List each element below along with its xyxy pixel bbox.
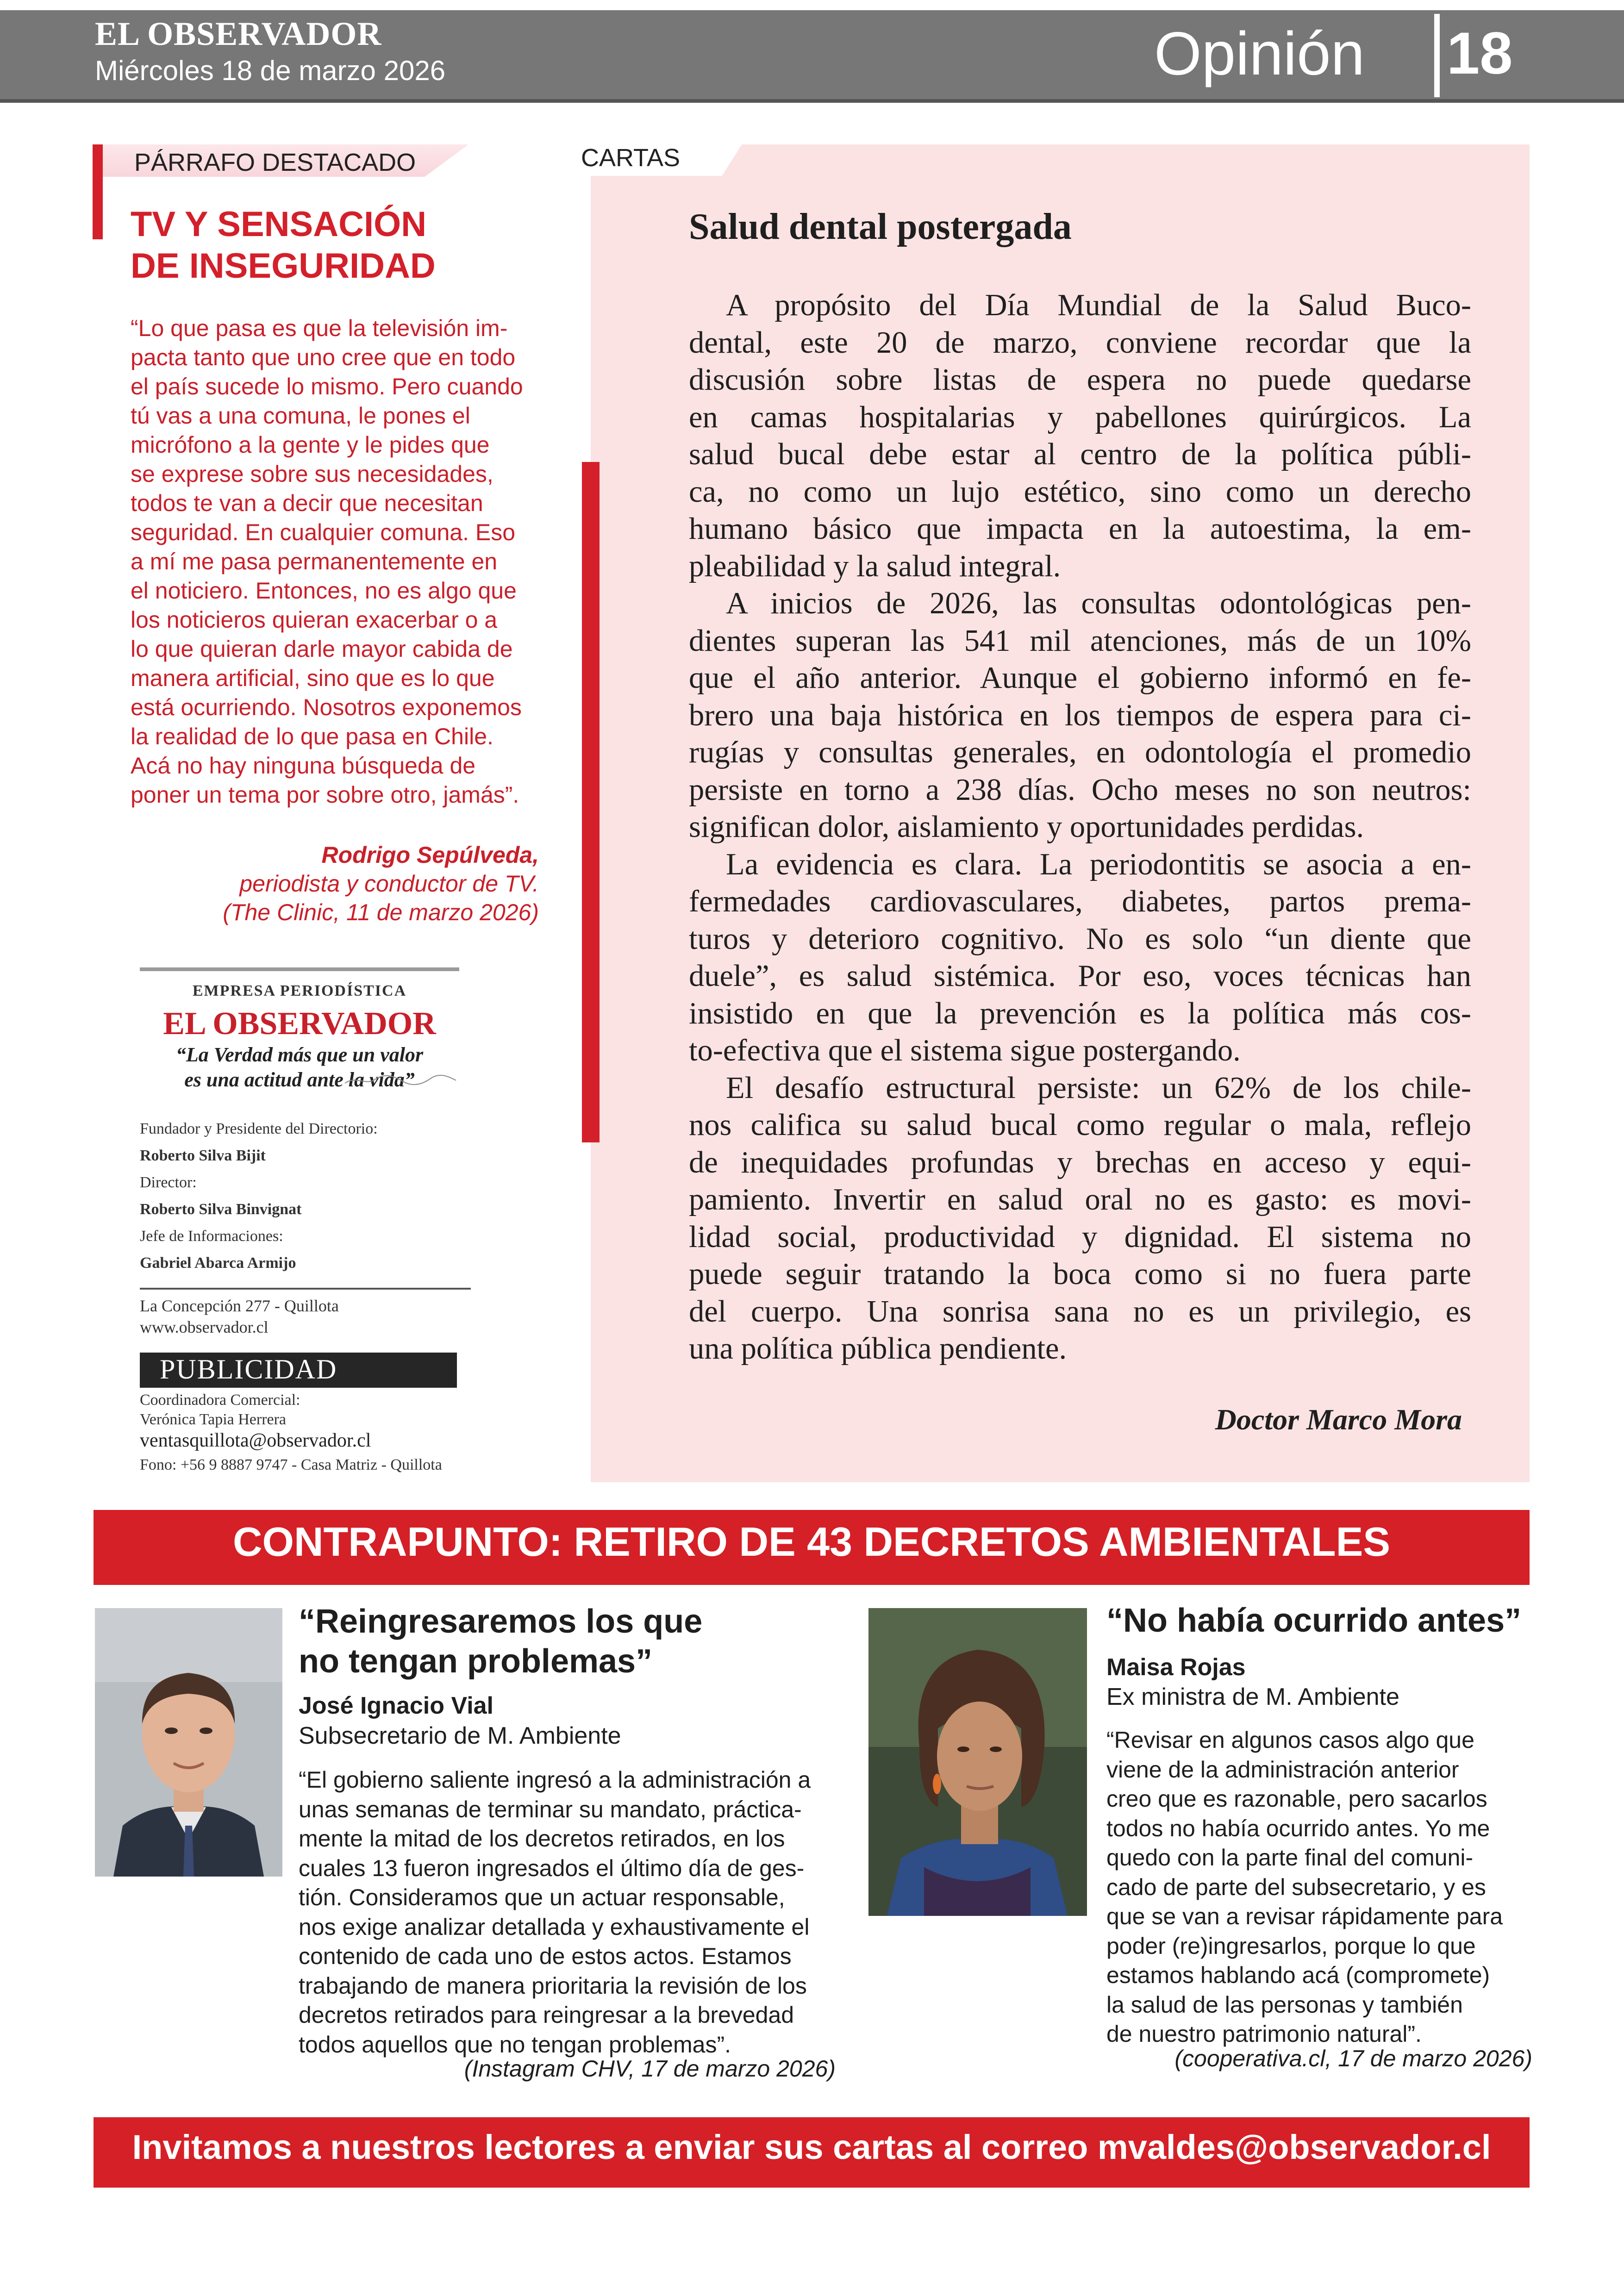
quote-line: se exprese sobre sus necesidades, — [131, 461, 493, 487]
quote-line: a mí me pasa permanentemente en — [131, 549, 498, 574]
letter-line: del cuerpo. Una sonrisa sana no es un privilegio, es — [689, 1294, 1471, 1328]
motto-line: es una actitud ante la vida” — [184, 1068, 415, 1091]
quote-line: seguridad. En cualquier comuna. Eso — [131, 519, 516, 545]
letter-line: dental, este 20 de marzo, conviene recordar que la — [689, 325, 1471, 360]
letter-line: que el año anterior. Aunque el gobierno informó en fe- — [689, 661, 1471, 695]
letter-line: A inicios de 2026, las consultas odontológicas pen- — [726, 586, 1471, 620]
letter-line: lidad social, productividad y dignidad. El sistema no — [689, 1220, 1471, 1254]
website: www.observador.cl — [140, 1318, 269, 1336]
letter-line: brero una baja histórica en los tiempos de espera para ci- — [689, 698, 1471, 732]
rojas-role: Ex ministra de M. Ambiente — [1106, 1684, 1399, 1710]
contrapunto-title: CONTRAPUNTO: RETIRO DE 43 DECRETOS AMBIENTALES — [232, 1519, 1391, 1565]
address: La Concepción 277 - Quillota — [140, 1297, 339, 1315]
quote-line: la realidad de lo que pasa en Chile. — [131, 723, 493, 749]
quote-line: la salud de las personas y también — [1106, 1991, 1463, 2018]
letters-label: CARTAS — [581, 144, 681, 172]
letter-title: Salud dental postergada — [689, 206, 1072, 247]
vial-role: Subsecretario de M. Ambiente — [299, 1722, 621, 1749]
quote-line: mente la mitad de los decretos retirados, en los — [299, 1826, 785, 1852]
letters-invite-text: Invitamos a nuestros lectores a enviar sus cartas al correo mvaldes@observador.cl — [132, 2128, 1491, 2166]
featured-label: PÁRRAFO DESTACADO — [134, 149, 416, 176]
quote-line: estamos hablando acá (compromete) — [1106, 1962, 1490, 1988]
letter-line: La evidencia es clara. La periodontitis se asocia a en- — [726, 847, 1471, 881]
headline-line: “Reingresaremos los que — [299, 1603, 703, 1640]
letter-line: turos y deterioro cognitivo. No es solo “un diente que — [689, 922, 1471, 956]
quote-author-role: periodista y conductor de TV. — [239, 871, 539, 897]
quote-line: nos exige analizar detallada y exhaustivamente el — [299, 1914, 810, 1940]
letter-line: puede seguir tratando la boca como si no fuera parte — [689, 1257, 1471, 1291]
letter-line: humano básico que impacta en la autoestima, la em- — [689, 512, 1471, 546]
quote-line: tión. Consideramos que un actuar responsable, — [299, 1884, 785, 1910]
portrait-jose-ignacio-vial — [95, 1608, 282, 1877]
letter-line: fermedades cardiovasculares, diabetes, partos prema- — [689, 885, 1471, 918]
quote-line: que se van a revisar rápidamente para — [1106, 1903, 1503, 1929]
quote-line: trabajando de manera prioritaria la revisión de los — [299, 1972, 807, 1999]
headline-line: no tengan problemas” — [299, 1643, 653, 1680]
vial-headline — [299, 1602, 831, 1681]
quote-line: “El gobierno saliente ingresó a la administración a — [299, 1767, 811, 1793]
vial-name: José Ignacio Vial — [299, 1692, 494, 1719]
letter-line: A propósito del Día Mundial de la Salud Buco- — [726, 288, 1471, 322]
director-name: Roberto Silva Binvignat — [140, 1201, 302, 1218]
director-label: Director: — [140, 1174, 197, 1191]
signature-scribble — [343, 1073, 458, 1087]
motto-line: “La Verdad más que un valor — [175, 1043, 424, 1066]
quote-source: (The Clinic, 11 de marzo 2026) — [223, 899, 539, 925]
quote-line: los noticieros quieran exacerbar o a — [131, 607, 498, 633]
quote-line: de nuestro patrimonio natural”. — [1106, 2021, 1422, 2047]
quote-line: micrófono a la gente y le pides que — [131, 432, 490, 458]
letters-accent-bar — [582, 462, 600, 1142]
paper-name: EL OBSERVADOR — [95, 15, 382, 52]
quote-line: lo que quieran darle mayor cabida de — [131, 636, 513, 662]
header-divider — [1434, 14, 1440, 97]
quote-line: pacta tanto que uno cree que en todo — [131, 344, 516, 370]
quote-line: poner un tema por sobre otro, jamás”. — [131, 782, 519, 808]
quote-line: manera artificial, sino que es lo que — [131, 665, 495, 691]
letter-body — [689, 287, 1471, 1368]
letter-signature: Doctor Marco Mora — [1215, 1403, 1462, 1436]
quote-line: está ocurriendo. Nosotros exponemos — [131, 694, 522, 720]
letter-line: en camas hospitalarias y pabellones quirúrgicos. La — [689, 400, 1471, 434]
letter-line: una política pública pendiente. — [689, 1332, 1067, 1366]
letter-line: to-efectiva que el sistema sigue postergando. — [689, 1034, 1241, 1067]
quote-line: cuales 13 fueron ingresados el último día de ges- — [299, 1855, 805, 1881]
letter-line: rugías y consultas generales, en odontología el promedio — [689, 736, 1471, 769]
quote-line: “Lo que pasa es que la televisión im- — [131, 315, 508, 341]
masthead-rule — [140, 967, 459, 971]
rojas-source: (cooperativa.cl, 17 de marzo 2026) — [1174, 2046, 1532, 2071]
vial-quote — [299, 1765, 845, 2059]
letter-line: significan dolor, aislamiento y oportunidades perdidas. — [689, 810, 1364, 844]
letter-line: dientes superan las 541 mil atenciones, más de un 10% — [689, 624, 1471, 658]
featured-quote-text — [131, 314, 543, 810]
founder-name: Roberto Silva Bijit — [140, 1147, 266, 1164]
quote-line: todos te van a decir que necesitan — [131, 490, 483, 516]
rojas-headline: “No había ocurrido antes” — [1106, 1602, 1522, 1639]
vial-source: (Instagram CHV, 17 de marzo 2026) — [464, 2056, 836, 2082]
quote-line: viene de la administración anterior — [1106, 1756, 1459, 1783]
quote-line: todos no había ocurrido antes. Yo me — [1106, 1815, 1490, 1841]
quote-line: Acá no hay ninguna búsqueda de — [131, 753, 476, 779]
commercial-role: Coordinadora Comercial: — [140, 1391, 300, 1409]
quote-line: unas semanas de terminar su mandato, práctica- — [299, 1796, 802, 1822]
page-number: 18 — [1447, 20, 1513, 87]
quote-line: el país sucede lo mismo. Pero cuando — [131, 374, 523, 399]
letter-line: insistido en que la prevención es la política más cos- — [689, 996, 1471, 1030]
quote-line: contenido de cada uno de estos actos. Estamos — [299, 1943, 792, 1969]
portrait-maisa-rojas — [868, 1608, 1087, 1916]
rojas-name: Maisa Rojas — [1106, 1654, 1246, 1681]
section-title: Opinión — [1154, 19, 1365, 87]
commercial-email: ventasquillota@observador.cl — [140, 1430, 371, 1451]
quote-author: Rodrigo Sepúlveda, — [321, 842, 539, 868]
quote-line: quedo con la parte final del comuni- — [1106, 1845, 1474, 1871]
masthead-divider — [140, 1288, 471, 1290]
masthead-logo: EL OBSERVADOR — [163, 1006, 436, 1041]
quote-line: poder (re)ingresarlos, porque lo que — [1106, 1933, 1476, 1959]
letter-line: El desafío estructural persiste: un 62% de los chile- — [726, 1071, 1471, 1105]
quote-line: “Revisar en algunos casos algo que — [1106, 1727, 1474, 1753]
letter-line: nos califica su salud bucal como regular o mala, reflejo — [689, 1108, 1471, 1142]
quote-line: el noticiero. Entonces, no es algo que — [131, 578, 517, 604]
commercial-name: Verónica Tapia Herrera — [140, 1411, 287, 1428]
featured-title: TV Y SENSACIÓN DE INSEGURIDAD — [131, 205, 436, 286]
quote-line: decretos retirados para reingresar a la brevedad — [299, 2002, 794, 2028]
contact-phone: Fono: +56 9 8887 9747 - Casa Matriz - Quillota — [140, 1456, 442, 1473]
advertising-label: PUBLICIDAD — [160, 1354, 337, 1384]
letter-line: de inequidades profundas y brechas en acceso y equi- — [689, 1145, 1471, 1179]
founder-label: Fundador y Presidente del Directorio: — [140, 1120, 378, 1137]
quote-line: todos aquellos que no tengan problemas”. — [299, 2031, 731, 2058]
quote-line: creo que es razonable, pero sacarlos — [1106, 1786, 1487, 1812]
letter-line: salud bucal debe estar al centro de la política públi- — [689, 437, 1471, 471]
letter-line: ca, no como un lujo estético, sino como un derecho — [689, 474, 1471, 509]
info-chief-name: Gabriel Abarca Armijo — [140, 1254, 296, 1272]
info-chief-label: Jefe de Informaciones: — [140, 1228, 283, 1245]
letter-line: discusión sobre listas de espera no puede quedarse — [689, 363, 1471, 397]
issue-date: Miércoles 18 de marzo 2026 — [95, 55, 446, 86]
letter-line: persiste en torno a 238 días. Ocho meses no son neutros: — [689, 773, 1471, 807]
rojas-quote — [1106, 1726, 1532, 2049]
masthead-company-label: EMPRESA PERIODÍSTICA — [192, 982, 407, 999]
letter-line: pleabilidad y la salud integral. — [689, 549, 1061, 583]
letter-line: duele”, es salud sistémica. Por eso, voces técnicas han — [689, 959, 1471, 993]
featured-accent-bar — [93, 144, 103, 239]
quote-line: tú vas a una comuna, le pones el — [131, 403, 470, 429]
quote-line: cado de parte del subsecretario, y es — [1106, 1874, 1486, 1900]
letter-line: pamiento. Invertir en salud oral no es gasto: es movi- — [689, 1183, 1471, 1216]
